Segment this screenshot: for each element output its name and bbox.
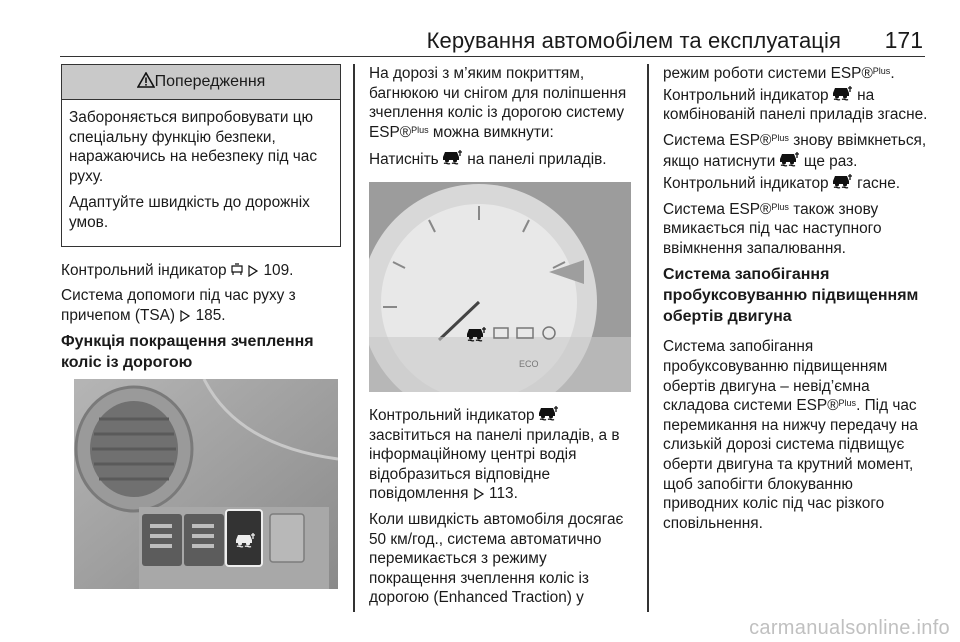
warning-box bbox=[61, 64, 341, 247]
page-reference-arrow-icon bbox=[247, 265, 259, 277]
esp-off-icon bbox=[443, 148, 463, 166]
watermark: carmanualsonline.info bbox=[749, 617, 950, 639]
dashboard-switch-photo bbox=[74, 379, 338, 589]
warning-header bbox=[62, 65, 340, 100]
esp-off-icon bbox=[539, 404, 559, 422]
warning-text: Адаптуйте швидкість до дорожніх умов. bbox=[69, 194, 310, 231]
header-title: Керування автомобілем та експлуатація bbox=[426, 28, 841, 53]
esp-off-icon bbox=[833, 172, 853, 190]
page-reference-arrow-icon bbox=[473, 488, 485, 500]
paragraph: Натисніть на панелі приладів. bbox=[369, 148, 633, 170]
paragraph: Система допомоги під час руху з причепом (TSA) 185. bbox=[61, 287, 296, 324]
paragraph: Система запобігання пробуксовуванню підвищенням обертів двигуна – невід’ємна складова системи ESP®$^{Plus}$. Під час перемикання на нижчу передачу на слизькій дорозі система підвищує оберти двигуна та крутний момент, щоб запобігти блокуванню приводних коліс під час різкого сповільнення. bbox=[663, 338, 918, 532]
column-1 bbox=[61, 64, 341, 589]
warning-text: Забороняється випробовувати цю спеціальну функцію безпеки, наражаючись на небезпеку під час руху. bbox=[69, 109, 318, 185]
column-divider bbox=[353, 64, 355, 612]
trailer-indicator-icon bbox=[231, 263, 243, 277]
page-reference-arrow-icon bbox=[179, 310, 191, 322]
section-heading: Система запобігання пробуксовуванню підвищенням обертів двигуна bbox=[663, 266, 919, 326]
column-divider bbox=[647, 64, 649, 612]
warning-triangle-icon bbox=[137, 72, 155, 88]
column-3 bbox=[663, 64, 928, 539]
eco-label: ECO bbox=[519, 358, 539, 369]
page-header bbox=[60, 22, 925, 57]
section-heading: Функція покращення зчеплення коліс із дорогою bbox=[61, 333, 314, 372]
paragraph: Коли швидкість автомобіля досягає 50 км/год., система автоматично перемикається з режиму покращення зчеплення коліс із дорогою (Enhanced Traction) у bbox=[369, 510, 624, 607]
paragraph: На дорозі з м’яким покриттям, багнюкою чи снігом для поліпшення зчеплення коліс із дорогою систему ESP®$^{Plus}$ можна вимкнути: bbox=[369, 65, 627, 141]
paragraph: Система ESP®$^{Plus}$ також знову вмикається під час наступного ввімкнення запалювання. bbox=[663, 200, 882, 257]
esp-off-icon bbox=[780, 150, 800, 168]
warning-title: Попередження bbox=[154, 73, 266, 90]
column-2 bbox=[369, 64, 633, 614]
esp-off-icon bbox=[833, 84, 853, 102]
paragraph: Контрольний індикатор засвітиться на панелі приладів, а в інформаційному центрі водія відобразиться відповідне повідомлення 113. bbox=[369, 404, 633, 504]
paragraph: режим роботи системи ESP®$^{Plus}$. Контрольний індикатор на комбінованій панелі приладів згасне. bbox=[663, 65, 928, 124]
instrument-cluster-photo bbox=[369, 182, 631, 392]
paragraph: Система ESP®$^{Plus}$ знову ввімкнеться, якщо натиснути ще раз. Контрольний індикатор гасне. bbox=[663, 131, 927, 192]
page-number: 171 bbox=[884, 27, 923, 53]
paragraph: Контрольний індикатор 109. bbox=[61, 261, 294, 279]
